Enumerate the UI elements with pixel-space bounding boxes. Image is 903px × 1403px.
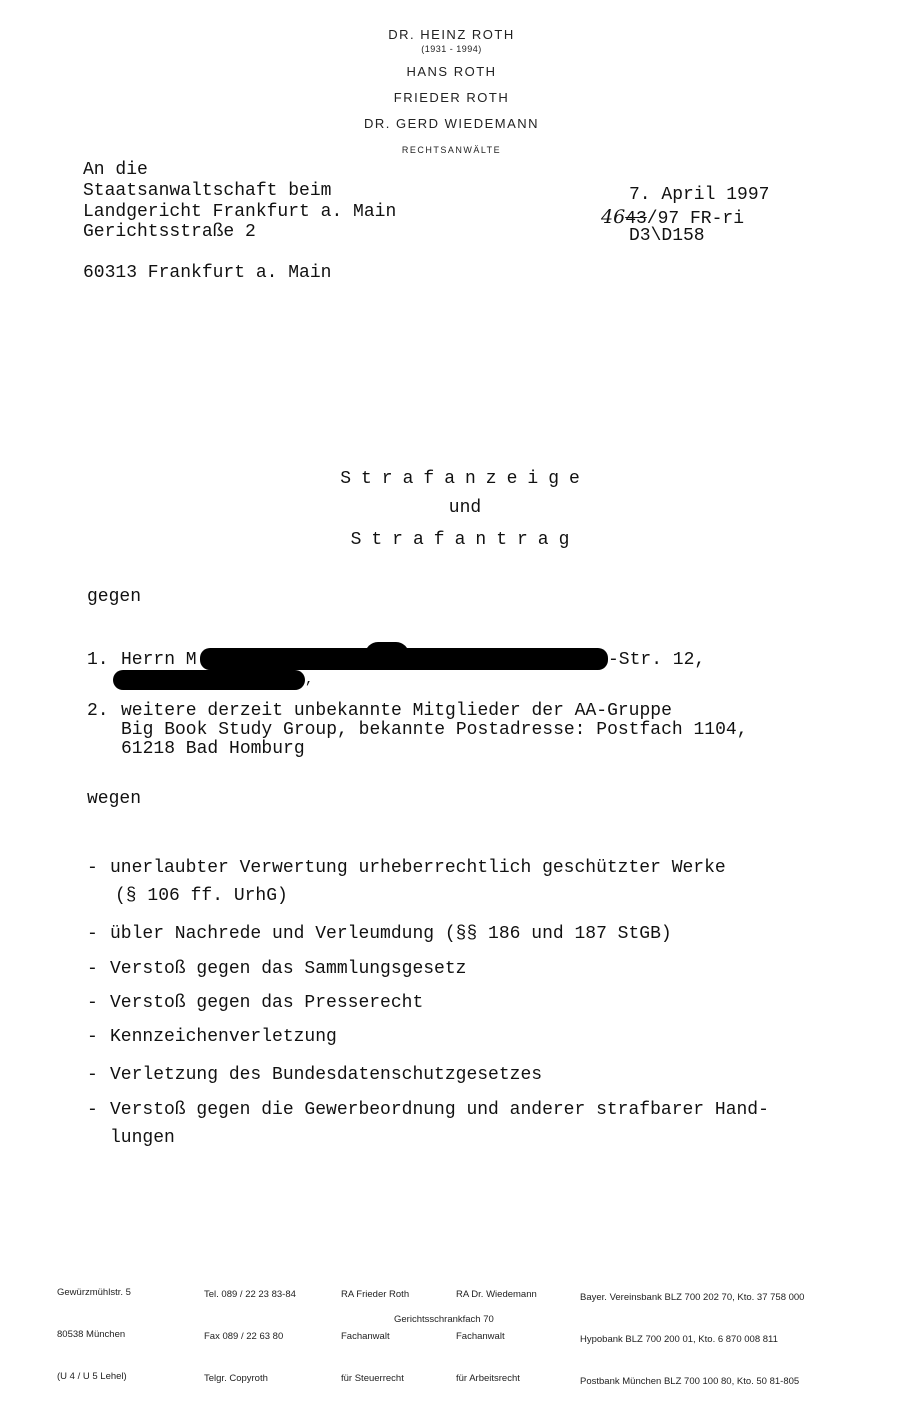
- footer-address: [57, 1258, 131, 1398]
- party-2-number: 2.: [87, 701, 109, 721]
- file-reference-handwritten: 46: [601, 206, 626, 228]
- footer-address-city: 80538 München: [57, 1329, 126, 1340]
- charge-3-line-1: Verstoß gegen das Sammlungsgesetz: [110, 959, 467, 979]
- party-1-number: 1.: [87, 650, 109, 670]
- charge-3-dash: -: [87, 959, 98, 979]
- recipient-line-3: Landgericht Frankfurt a. Main: [83, 202, 397, 222]
- charge-7-dash: -: [87, 1100, 98, 1120]
- against-label: gegen: [87, 587, 142, 607]
- file-reference-struck: 43: [625, 209, 647, 229]
- footer-lawyer-wiedemann-title: Fachanwalt: [456, 1331, 505, 1342]
- party-2-line-2: Big Book Study Group, bekannte Postadresse: Postfach 1104,: [121, 720, 748, 740]
- charge-2-dash: -: [87, 924, 98, 944]
- charge-4-line-1: Verstoß gegen das Presserecht: [110, 993, 424, 1013]
- footer-address-street: Gewürzmühlstr. 5: [57, 1287, 131, 1298]
- footer-lawyer-roth-title: Fachanwalt: [341, 1331, 390, 1342]
- redaction-bar-2: [113, 670, 305, 690]
- footer-contact: [204, 1260, 296, 1400]
- footer-lawyer-roth-field: für Steuerrecht: [341, 1373, 404, 1384]
- title-und: und: [448, 498, 482, 518]
- footer-phone: Tel. 089 / 22 23 83-84: [204, 1289, 296, 1300]
- footer-court-box: Gerichtsschrankfach 70: [394, 1314, 494, 1325]
- party-1-street-end: -Str. 12,: [608, 650, 706, 670]
- letterhead-name-hans-roth: HANS ROTH: [406, 64, 497, 79]
- charge-6-dash: -: [87, 1065, 98, 1085]
- title-strafantrag: Strafantrag: [350, 530, 580, 550]
- charge-7-line-2: lungen: [110, 1128, 175, 1148]
- charge-4-dash: -: [87, 993, 98, 1013]
- footer-bank-vereinsbank: Bayer. Vereinsbank BLZ 700 202 70, Kto. 37 758 000: [580, 1292, 805, 1303]
- letter-date: 7. April 1997: [629, 185, 770, 205]
- letterhead-name-heinz-roth: DR. HEINZ ROTH: [388, 27, 515, 42]
- title-strafanzeige: Strafanzeige: [340, 469, 590, 489]
- footer-lawyer-roth-name: RA Frieder Roth: [341, 1289, 410, 1300]
- dictation-code: D3\D158: [629, 226, 705, 246]
- party-2-line-3: 61218 Bad Homburg: [121, 739, 305, 759]
- charge-1-line-2: (§ 106 ff. UrhG): [115, 886, 288, 906]
- charge-5-line-1: Kennzeichenverletzung: [110, 1027, 337, 1047]
- because-label: wegen: [87, 789, 142, 809]
- footer-lawyer-wiedemann-field: für Arbeitsrecht: [456, 1373, 520, 1384]
- charge-1-line-1: unerlaubter Verwertung urheberrechtlich geschützter Werke: [110, 858, 726, 878]
- recipient-line-2: Staatsanwaltschaft beim: [83, 181, 332, 201]
- letterhead-name-gerd-wiedemann: DR. GERD WIEDEMANN: [363, 116, 540, 131]
- footer-bank-hypobank: Hypobank BLZ 700 200 01, Kto. 6 870 008 811: [580, 1334, 778, 1345]
- charge-6-line-1: Verletzung des Bundesdatenschutzgesetzes: [110, 1065, 543, 1085]
- charge-1-dash: -: [87, 858, 98, 878]
- recipient-postal-line: 60313 Frankfurt a. Main: [83, 263, 332, 283]
- letterhead-profession: RECHTSANWÄLTE: [401, 145, 502, 155]
- party-2-line-1: weitere derzeit unbekannte Mitglieder der AA-Gruppe: [121, 701, 672, 721]
- footer-bank-postbank: Postbank München BLZ 700 100 80, Kto. 50 81-805: [580, 1376, 800, 1387]
- footer-address-transit: (U 4 / U 5 Lehel): [57, 1371, 127, 1382]
- footer-lawyer-wiedemann: [456, 1260, 537, 1400]
- letterhead-name-frieder-roth: FRIEDER ROTH: [393, 90, 510, 105]
- recipient-line-1: An die: [83, 160, 148, 180]
- charge-2-line-1: übler Nachrede und Verleumdung (§§ 186 und 187 StGB): [110, 924, 672, 944]
- footer-lawyer-wiedemann-name: RA Dr. Wiedemann: [456, 1289, 537, 1300]
- party-1-name-start: Herrn M: [121, 650, 197, 670]
- letterhead-years: (1931 - 1994): [421, 44, 482, 54]
- charge-5-dash: -: [87, 1027, 98, 1047]
- footer-telegram: Telgr. Copyroth: [204, 1373, 268, 1384]
- recipient-line-4: Gerichtsstraße 2: [83, 222, 256, 242]
- footer-fax: Fax 089 / 22 63 80: [204, 1331, 284, 1342]
- party-1-trailing-comma: ,: [305, 672, 314, 688]
- charge-7-line-1: Verstoß gegen die Gewerbeordnung und anderer strafbarer Hand-: [110, 1100, 769, 1120]
- file-reference-rest: /97 FR-ri: [646, 209, 745, 229]
- redaction-blob: [365, 642, 409, 668]
- footer-banks: [580, 1263, 804, 1403]
- footer-lawyer-roth: [341, 1260, 409, 1400]
